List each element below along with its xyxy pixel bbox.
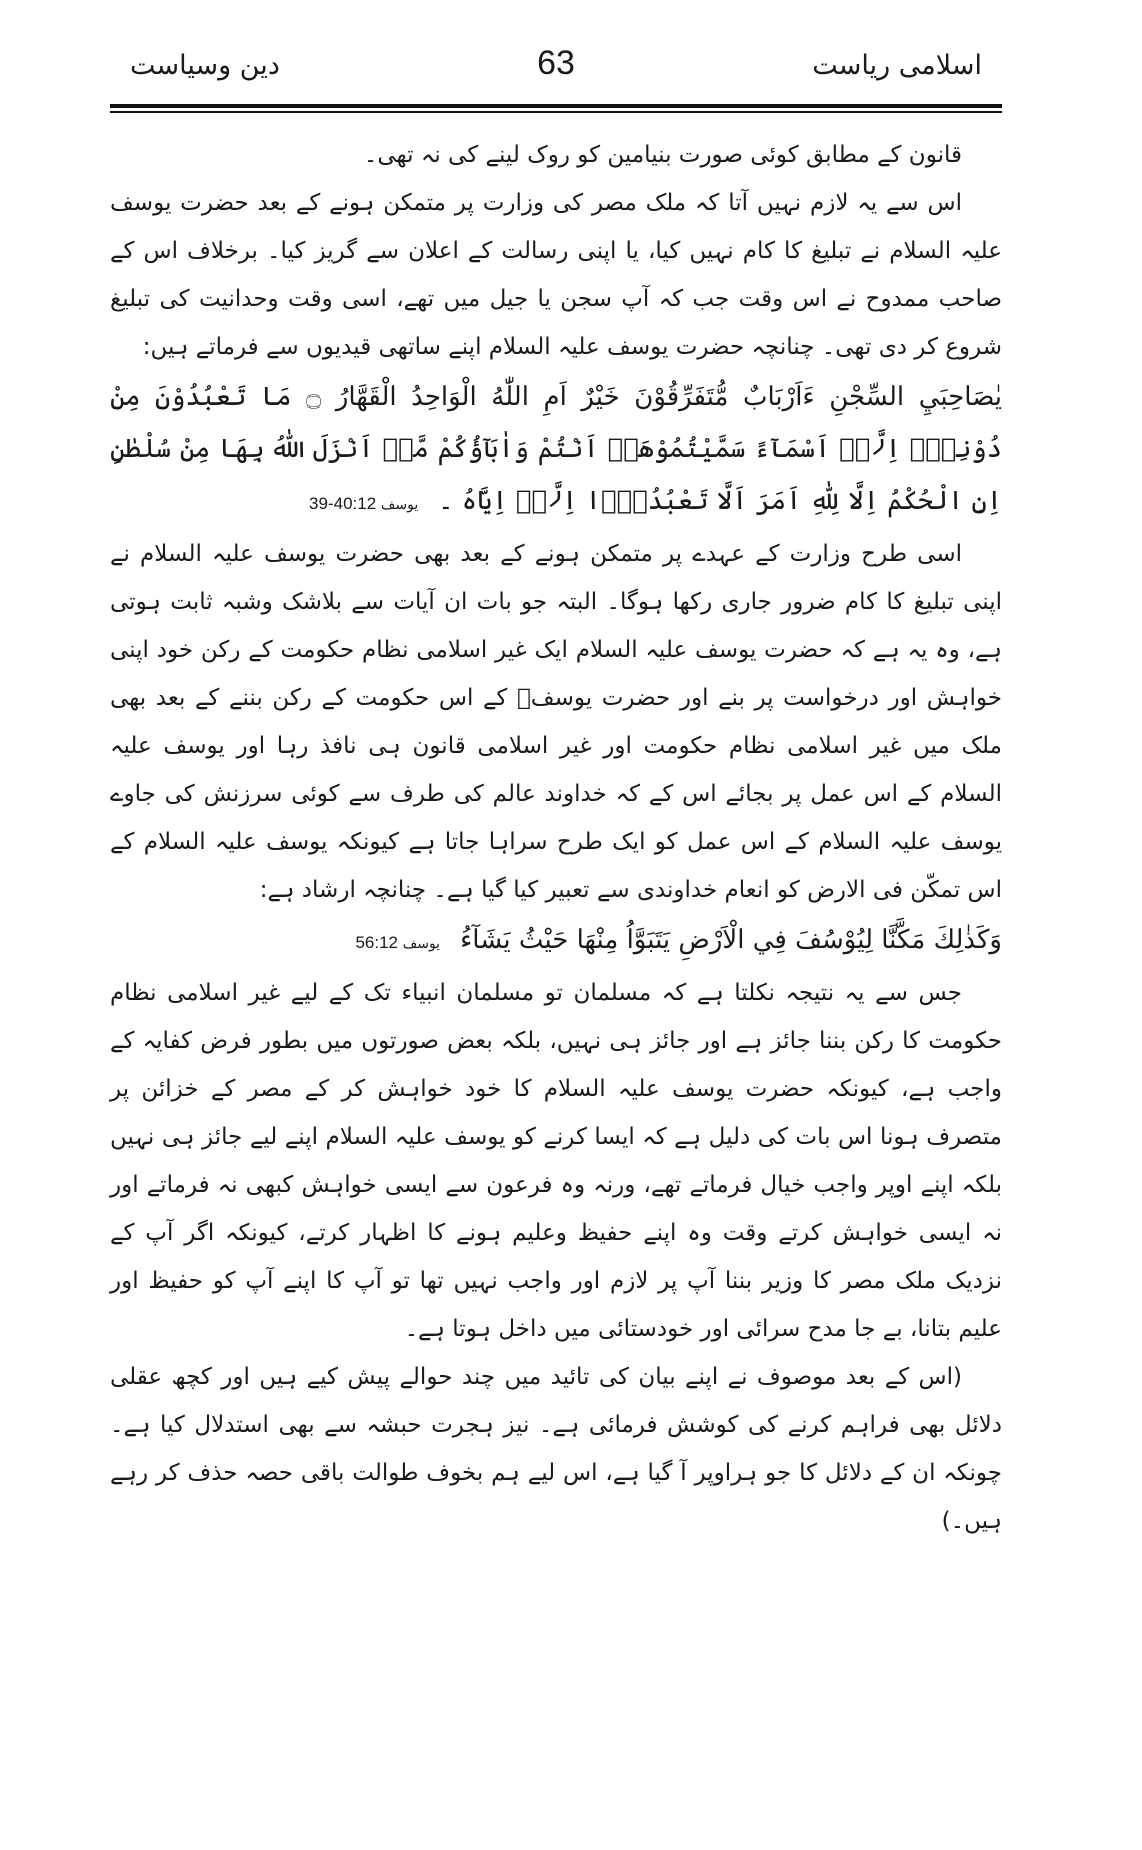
quran-verse-2 [110,914,1002,969]
paragraph-3: اسی طرح وزارت کے عہدے پر متمکن ہونے کے بعد بھی حضرت یوسف علیہ السلام نے اپنی تبلیغ کا کام ضرور جاری رکھا ہوگا۔ البتہ جو بات ان آیات سے بلاشک وشبہ ثابت ہوتی ہے، وہ یہ ہے کہ حضرت یوسف علیہ السلام ایک غیر اسلامی نظام حکومت کے رکن خود اپنی خواہش اور درخواست پر بنے اور حضرت یوسفؑ کے اس حکومت کے رکن بننے کے بعد بھی ملک میں غیر اسلامی نظام حکومت اور غیر اسلامی قانون ہی نافذ رہا اور یوسف علیہ السلام کے اس عمل پر بجائے اس کے کہ خداوند عالم کی طرف سے کوئی سرزنش کی جاوے یوسف علیہ السلام کے اس عمل کو ایک طرح سراہا جاتا ہے کیونکہ یوسف علیہ السلام کے اس تمکّن فی الارض کو انعام خداوندی سے تعبیر کیا گیا ہے۔ چنانچہ ارشاد ہے: [110,541,1002,903]
running-header [110,40,1002,100]
paragraph-5: (اس کے بعد موصوف نے اپنے بیان کی تائید میں چند حوالے پیش کیے ہیں اور کچھ عقلی دلائل بھی فراہم کرنے کی کوشش فرمائی ہے۔ نیز ہجرت حبشہ سے بھی استدلال کیا ہے۔ چونکہ ان کے دلائل کا جو ہراوپر آ گیا ہے، اس لیے ہم بخوف طوالت باقی حصہ حذف کر رہے ہیں۔) [110,1364,1002,1534]
ref1-label: یوسف [380,496,419,512]
paragraph-1: قانون کے مطابق کوئی صورت بنیامین کو روک لینے کی نہ تھی۔ [363,142,962,168]
header-left-title: دین وسیاست [130,50,280,81]
page-number: 63 [537,44,575,82]
verse-1-reference [309,494,418,513]
verse-2-reference [355,933,440,952]
header-rule-thin [110,111,1002,113]
ref2-number: 56:12 [355,933,398,952]
page-body [110,131,1002,1545]
ref1-number: 39-40:12 [309,494,377,513]
header-rule-thick [110,104,1002,108]
quran-verse-1-text: يٰصَاحِبَيِ السِّجْنِ ءَاَرْبَابٌ مُّتَفَرِّقُوْنَ خَيْرٌ اَمِ اللّٰهُ الْوَاحِدُ الْقَهَّارُ ۝ مَا تَعْبُدُوْنَ مِنْ دُوْنِهٖۤ اِلَّاۤ اَسْمَآءً سَمَّيْتُمُوْهَاۤ اَنْتُمْ وَاٰبَآؤُكُمْ مَّاۤ اَنْزَلَ اللّٰهُ بِهَا مِنْ سُلْطٰنٍ اِنِ الْحُكْمُ اِلَّا لِلّٰهِ اَمَرَ اَلَّا تَعْبُدُوْۤا اِلَّاۤ اِيَّاهُ ۔ [110,382,1003,516]
header-right-title: اسلامی ریاست [812,50,982,81]
quran-verse-2-text: وَكَذٰلِكَ مَكَّنَّا لِيُوْسُفَ فِي الْاَرْضِ يَتَبَوَّاُ مِنْهَا حَيْثُ يَشَآءُ [460,925,1002,955]
paragraph-2: اس سے یہ لازم نہیں آتا کہ ملک مصر کی وزارت پر متمکن ہونے کے بعد حضرت یوسف علیہ السلام نے تبلیغ کا کام نہیں کیا، یا اپنی رسالت کے اعلان سے گریز کیا۔ برخلاف اس کے صاحب ممدوح نے اس وقت جب کہ آپ سجن یا جیل میں تھے، اسی وقت وحدانیت کی تبلیغ شروع کر دی تھی۔ چنانچہ حضرت یوسف علیہ السلام اپنے ساتھی قیدیوں سے فرماتے ہیں: [110,190,1002,360]
ref2-label: یوسف [402,935,441,951]
quran-verse-1 [110,371,1002,530]
paragraph-4: جس سے یہ نتیجہ نکلتا ہے کہ مسلمان تو مسلمان انبیاء تک کے لیے غیر اسلامی نظام حکومت کا رکن بننا جائز ہے اور جائز ہی نہیں، بلکہ بعض صورتوں میں بطور فرض کفایہ کے واجب ہے، کیونکہ حضرت یوسف علیہ السلام کا خود خواہش کر کے مصر کے خزائن پر متصرف ہونا اس بات کی دلیل ہے کہ ایسا کرنے کو یوسف علیہ السلام اپنے لیے جائز ہی نہیں بلکہ اپنے اوپر واجب خیال فرماتے تھے، ورنہ وہ فرعون سے ایسی خواہش کبھی نہ فرماتے اور نہ ایسی خواہش کرتے وقت وہ اپنے حفیظ وعلیم ہونے کا اظہار کرتے، کیونکہ اگر آپ کے نزدیک ملک مصر کا وزیر بننا آپ پر لازم اور واجب نہیں تھا تو آپ کا اپنے آپ کو حفیظ اور علیم بتانا، بے جا مدح سرائی اور خودستائی میں داخل ہوتا ہے۔ [110,980,1002,1342]
